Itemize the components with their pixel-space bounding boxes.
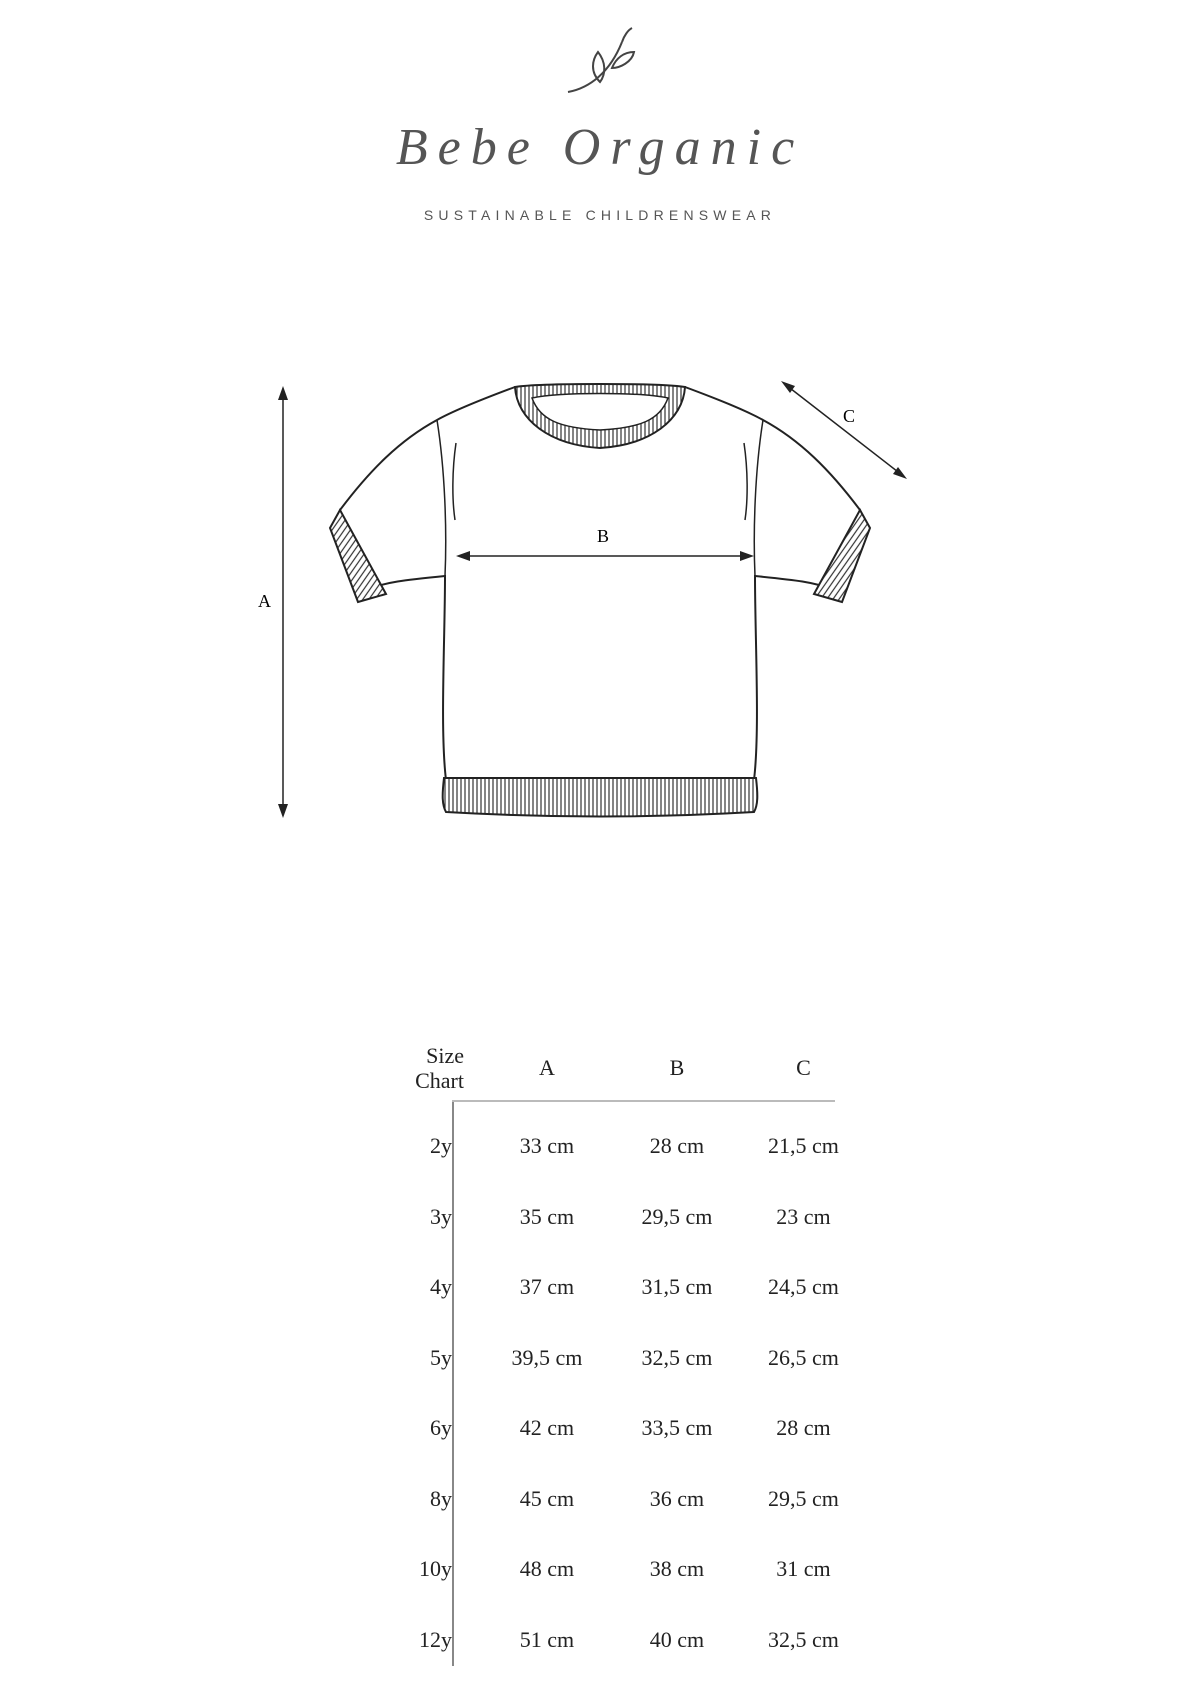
table-row <box>360 1252 865 1323</box>
size-chart-header-row <box>360 1035 865 1101</box>
table-row <box>360 1534 865 1605</box>
label-a: A <box>258 591 271 611</box>
size-chart-title-line1: Size <box>426 1043 464 1068</box>
c-cell: 21,5 cm <box>768 1133 839 1159</box>
dimension-a-arrow <box>278 386 288 818</box>
b-cell: 33,5 cm <box>641 1415 713 1441</box>
table-row <box>360 1464 865 1535</box>
a-cell: 45 cm <box>519 1485 575 1511</box>
brand-tagline: SUSTAINABLE CHILDRENSWEAR <box>423 207 777 223</box>
table-row <box>360 1393 865 1464</box>
c-cell: 23 cm <box>776 1203 831 1229</box>
label-c: C <box>843 406 856 426</box>
c-cell: 31 cm <box>776 1556 831 1582</box>
brand-name: Bebe Organic <box>395 119 805 176</box>
b-cell: 36 cm <box>649 1485 705 1511</box>
size-chart-title-line2: Chart <box>415 1068 464 1093</box>
size-cell: 5y <box>430 1344 452 1370</box>
a-cell: 39,5 cm <box>511 1344 583 1370</box>
a-cell: 37 cm <box>519 1274 575 1300</box>
size-chart-title <box>360 1035 482 1101</box>
size-cell: 12y <box>419 1626 452 1652</box>
size-cell: 8y <box>430 1485 452 1511</box>
c-cell: 29,5 cm <box>768 1485 839 1511</box>
column-header-a: A <box>539 1055 555 1080</box>
a-cell: 33 cm <box>519 1133 575 1159</box>
table-row <box>360 1323 865 1394</box>
table-row <box>360 1182 865 1253</box>
c-cell: 26,5 cm <box>768 1344 839 1370</box>
b-cell: 29,5 cm <box>641 1203 713 1229</box>
column-header-b: B <box>669 1055 685 1080</box>
b-cell: 40 cm <box>649 1626 705 1652</box>
label-b: B <box>597 526 610 546</box>
a-cell: 48 cm <box>519 1556 575 1582</box>
b-cell: 28 cm <box>649 1133 705 1159</box>
b-cell: 32,5 cm <box>641 1344 713 1370</box>
table-row <box>360 1605 865 1676</box>
c-cell: 28 cm <box>776 1415 831 1441</box>
size-cell: 4y <box>430 1274 452 1300</box>
c-cell: 32,5 cm <box>768 1626 839 1652</box>
a-cell: 42 cm <box>519 1415 575 1441</box>
size-chart-table <box>360 1035 865 1675</box>
b-cell: 31,5 cm <box>641 1274 713 1300</box>
size-cell: 3y <box>430 1203 452 1229</box>
size-cell: 6y <box>430 1415 452 1441</box>
column-header-c: C <box>796 1055 811 1080</box>
b-cell: 38 cm <box>649 1556 705 1582</box>
a-cell: 35 cm <box>519 1203 575 1229</box>
size-cell: 10y <box>419 1556 452 1582</box>
size-cell: 2y <box>430 1133 452 1159</box>
c-cell: 24,5 cm <box>768 1274 839 1300</box>
hem-rib <box>443 778 758 817</box>
table-row <box>360 1101 865 1182</box>
a-cell: 51 cm <box>519 1626 575 1652</box>
